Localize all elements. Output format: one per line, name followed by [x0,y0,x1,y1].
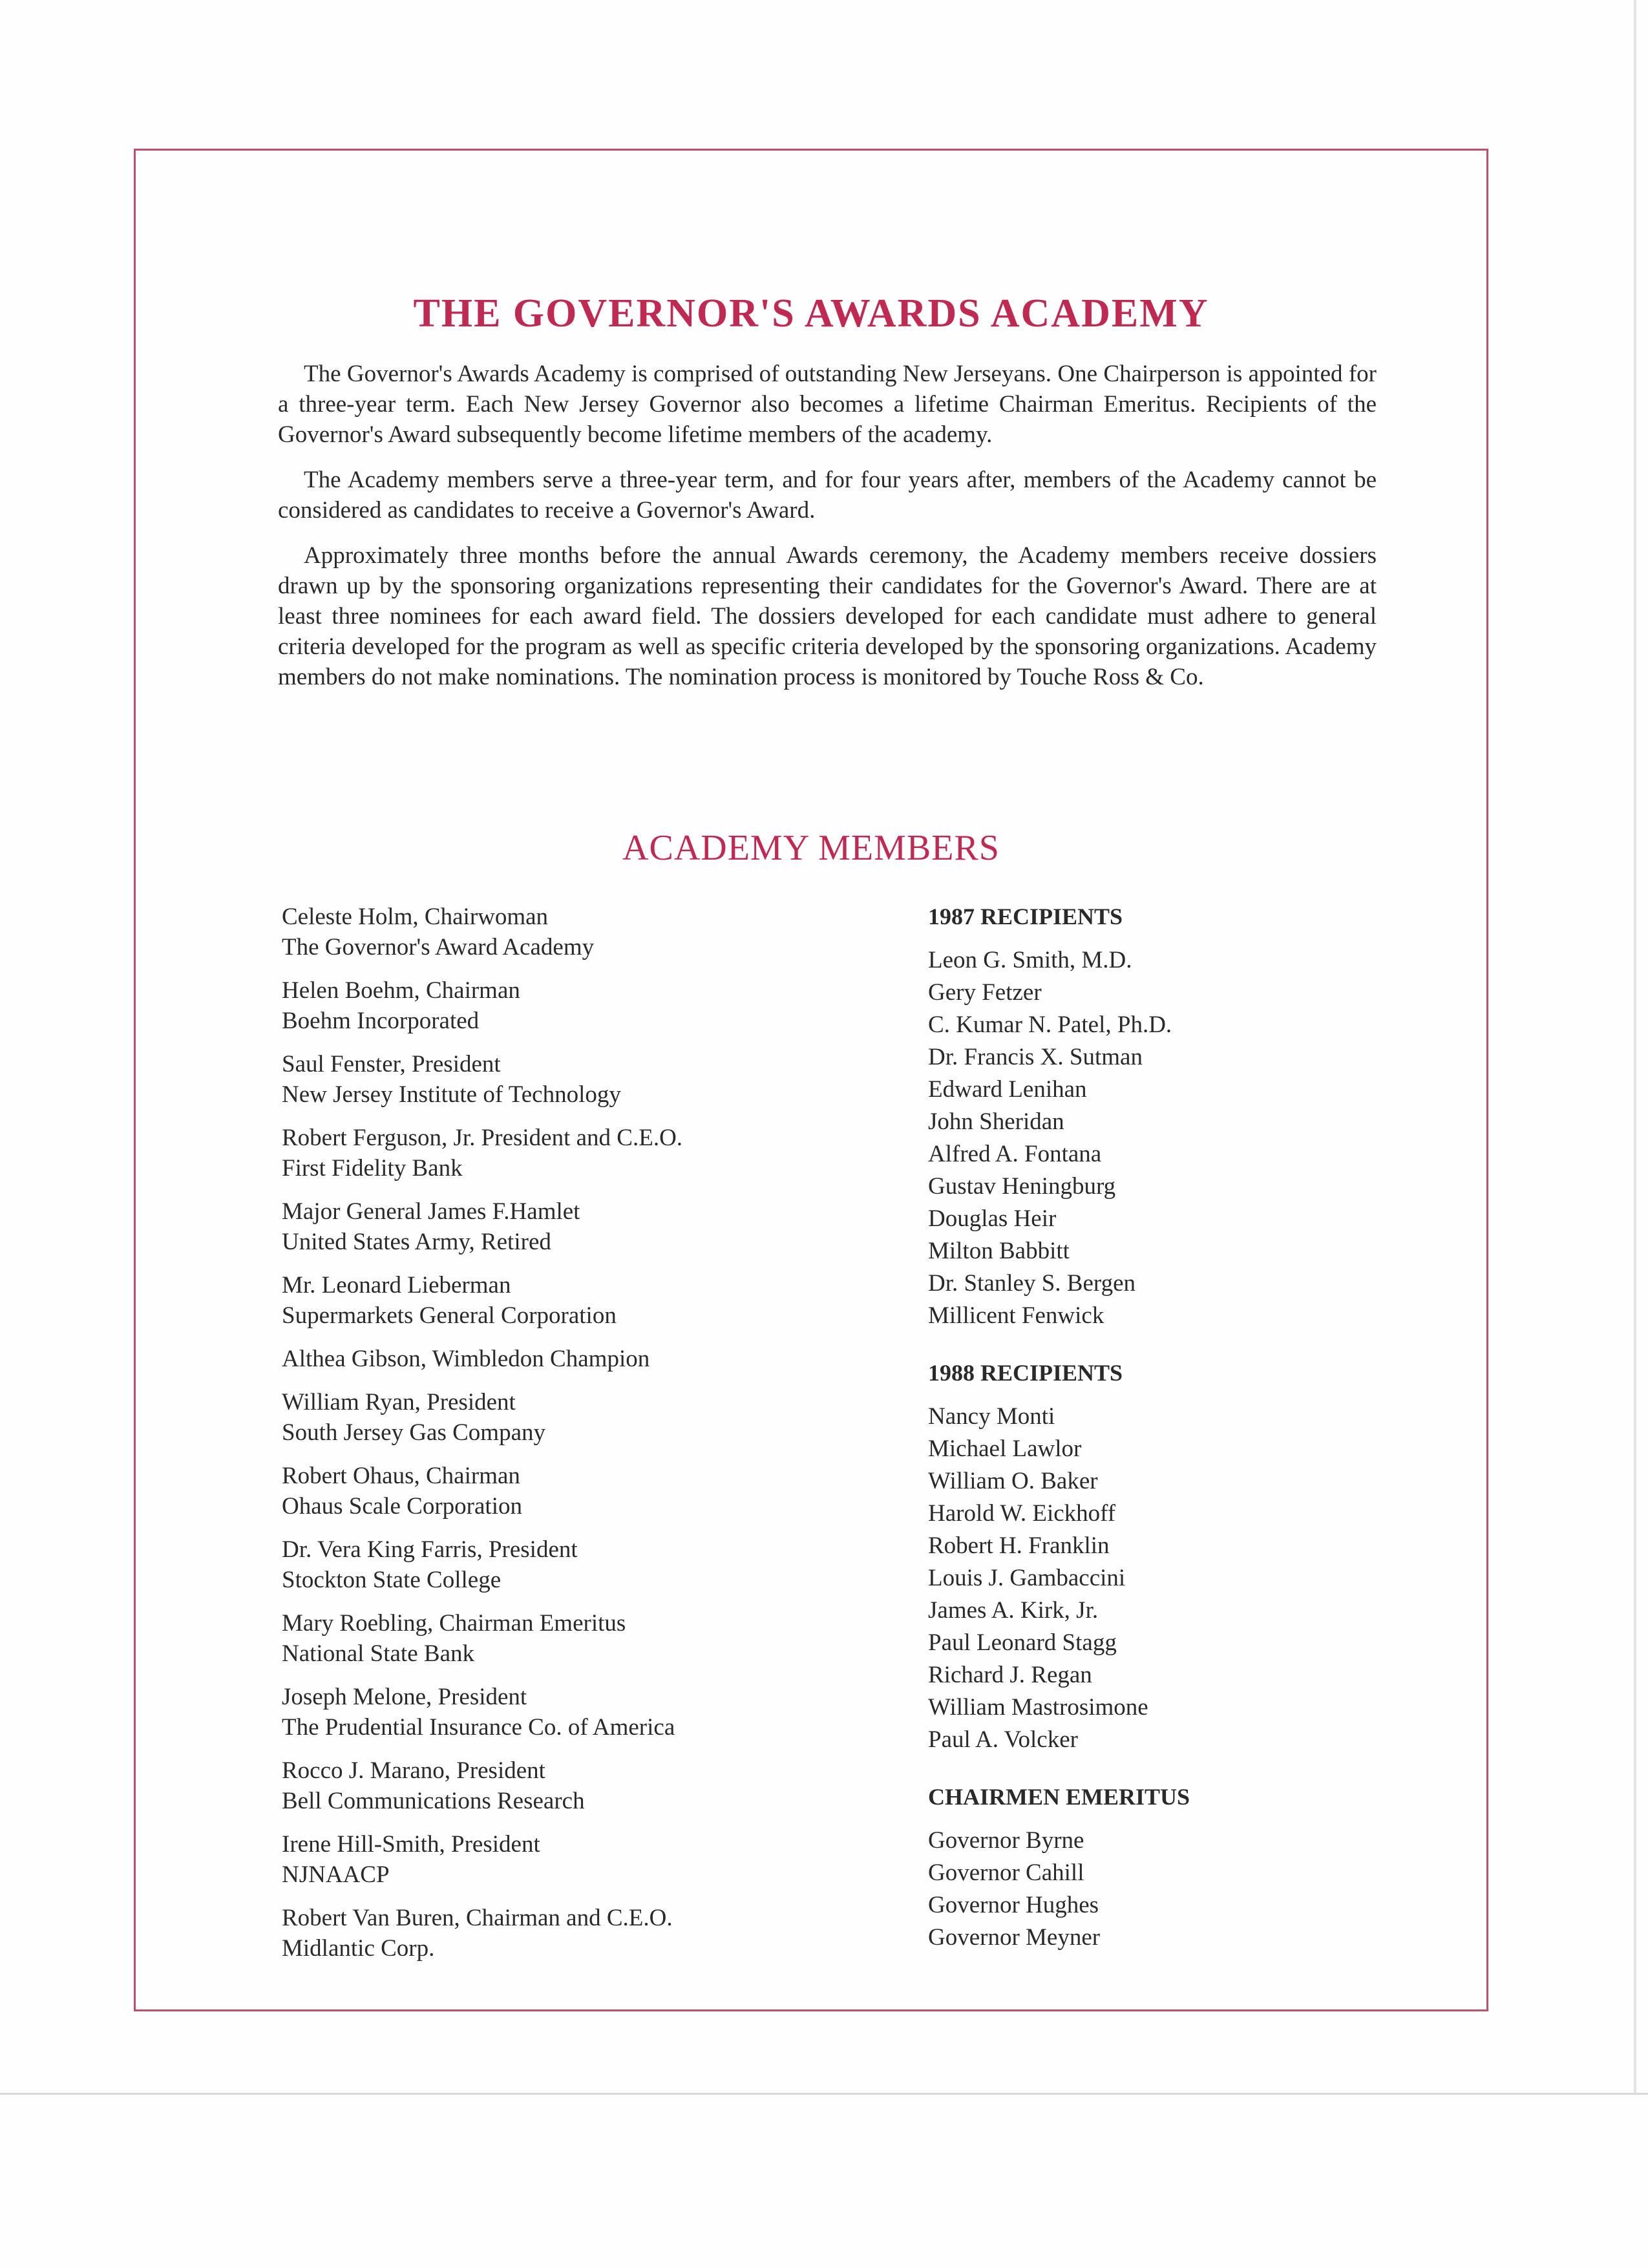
member-name: Irene Hill-Smith, President [282,1831,540,1858]
list-item: Dr. Stanley S. Bergen [928,1270,1136,1297]
member-organization: Stockton State College [282,1567,502,1593]
member-name: Helen Boehm, Chairman [282,977,520,1004]
member-organization: Bell Communications Research [282,1788,585,1814]
list-item: Gery Fetzer [928,979,1042,1006]
member-entry [282,1829,896,1890]
list-item: Louis J. Gambaccini [928,1565,1126,1591]
recipient-list [928,944,1380,1332]
page-bottom-edge [0,2093,1648,2095]
member-organization: South Jersey Gas Company [282,1419,545,1446]
list-item: William O. Baker [928,1468,1098,1494]
member-name: Rocco J. Marano, President [282,1757,545,1784]
member-organization: National State Bank [282,1640,474,1667]
member-entry [282,1755,896,1816]
member-entry [282,1461,896,1521]
member-entry [282,1608,896,1669]
list-item: Governor Meyner [928,1924,1101,1951]
member-entry [282,1387,896,1448]
list-item: James A. Kirk, Jr. [928,1597,1099,1624]
list-item: Robert H. Franklin [928,1532,1110,1559]
member-name: Althea Gibson, Wimbledon Champion [282,1346,650,1372]
member-organization: United States Army, Retired [282,1229,551,1255]
list-item: Douglas Heir [928,1205,1057,1232]
list-item: Milton Babbitt [928,1238,1070,1264]
list-item: Dr. Francis X. Sutman [928,1044,1143,1070]
member-name: Celeste Holm, Chairwoman [282,904,549,930]
list-item: Richard J. Regan [928,1662,1092,1688]
member-entry [282,1196,896,1257]
intro-paragraph: The Governor's Awards Academy is comprised of outstanding New Jerseyans. One Chairperson is appointed for a three-year term. Each New Jersey Governor also becomes a lifetime Chairman Emeritus. Recipients of the Governor's Award subsequently become lifetime members of the academy. [278,361,1377,448]
member-organization: NJNAACP [282,1861,390,1888]
member-entry [282,1123,896,1183]
member-name: William Ryan, President [282,1389,516,1415]
member-entry [282,1903,896,1964]
list-item: John Sheridan [928,1108,1064,1135]
member-name: Robert Van Buren, Chairman and C.E.O. [282,1905,673,1931]
member-entry [282,1049,896,1110]
list-item: Governor Byrne [928,1827,1084,1854]
member-name: Robert Ferguson, Jr. President and C.E.O. [282,1125,683,1151]
list-item: Harold W. Eickhoff [928,1500,1116,1527]
list-item: Governor Cahill [928,1860,1084,1886]
list-item: C. Kumar N. Patel, Ph.D. [928,1012,1172,1038]
member-organization: Ohaus Scale Corporation [282,1493,522,1520]
group-heading: 1988 RECIPIENTS [928,1360,1123,1386]
members-list [282,902,896,1977]
member-entry [282,1344,896,1374]
member-name: Mr. Leonard Lieberman [282,1272,511,1298]
member-entry [282,902,896,962]
page-title: THE GOVERNOR'S AWARDS ACADEMY [413,291,1209,335]
member-name: Major General James F.Hamlet [282,1198,580,1225]
list-item: Leon G. Smith, M.D. [928,947,1132,973]
recipient-list [928,1401,1380,1756]
page-edge [1634,0,1636,2094]
intro-text [278,359,1377,707]
member-entry [282,975,896,1036]
list-item: Michael Lawlor [928,1436,1082,1462]
members-title: ACADEMY MEMBERS [622,828,1000,868]
member-entry [282,1534,896,1595]
list-item: Edward Lenihan [928,1076,1087,1103]
member-organization: The Prudential Insurance Co. of America [282,1714,675,1741]
member-name: Dr. Vera King Farris, President [282,1536,578,1563]
member-name: Robert Ohaus, Chairman [282,1463,520,1489]
emeritus-list [928,1825,1380,1954]
group-heading: 1987 RECIPIENTS [928,904,1123,929]
member-organization: Boehm Incorporated [282,1008,480,1034]
list-item: Nancy Monti [928,1403,1055,1430]
member-entry [282,1270,896,1331]
list-item: William Mastrosimone [928,1694,1148,1721]
list-item: Alfred A. Fontana [928,1141,1102,1167]
intro-paragraph: Approximately three months before the annual Awards ceremony, the Academy members receive dossiers drawn up by the sponsoring organizations representing their candidates for the Governor's Award. There are at least three nominees for each award field. The dossiers developed for each candidate must adhere to general criteria developed for the program as well as specific criteria developed by the sponsoring organizations. Academy members do not make nominations. The nomination process is monitored by Touche Ross & Co. [278,542,1377,690]
member-organization: The Governor's Award Academy [282,934,595,960]
group-heading: CHAIRMEN EMERITUS [928,1784,1190,1810]
member-entry [282,1682,896,1743]
member-organization: Supermarkets General Corporation [282,1302,617,1329]
intro-paragraph: The Academy members serve a three-year term, and for four years after, members of the Academy cannot be considered as candidates to receive a Governor's Award. [278,467,1377,524]
list-item: Gustav Heningburg [928,1173,1116,1200]
member-name: Mary Roebling, Chairman Emeritus [282,1610,626,1637]
member-organization: Midlantic Corp. [282,1935,435,1962]
list-item: Paul Leonard Stagg [928,1629,1117,1656]
recipients-column [928,900,1380,1978]
member-name: Joseph Melone, President [282,1684,527,1710]
member-organization: First Fidelity Bank [282,1155,463,1182]
member-name: Saul Fenster, President [282,1051,501,1077]
list-item: Paul A. Volcker [928,1726,1078,1753]
list-item: Millicent Fenwick [928,1302,1104,1329]
member-organization: New Jersey Institute of Technology [282,1081,621,1108]
list-item: Governor Hughes [928,1892,1099,1918]
